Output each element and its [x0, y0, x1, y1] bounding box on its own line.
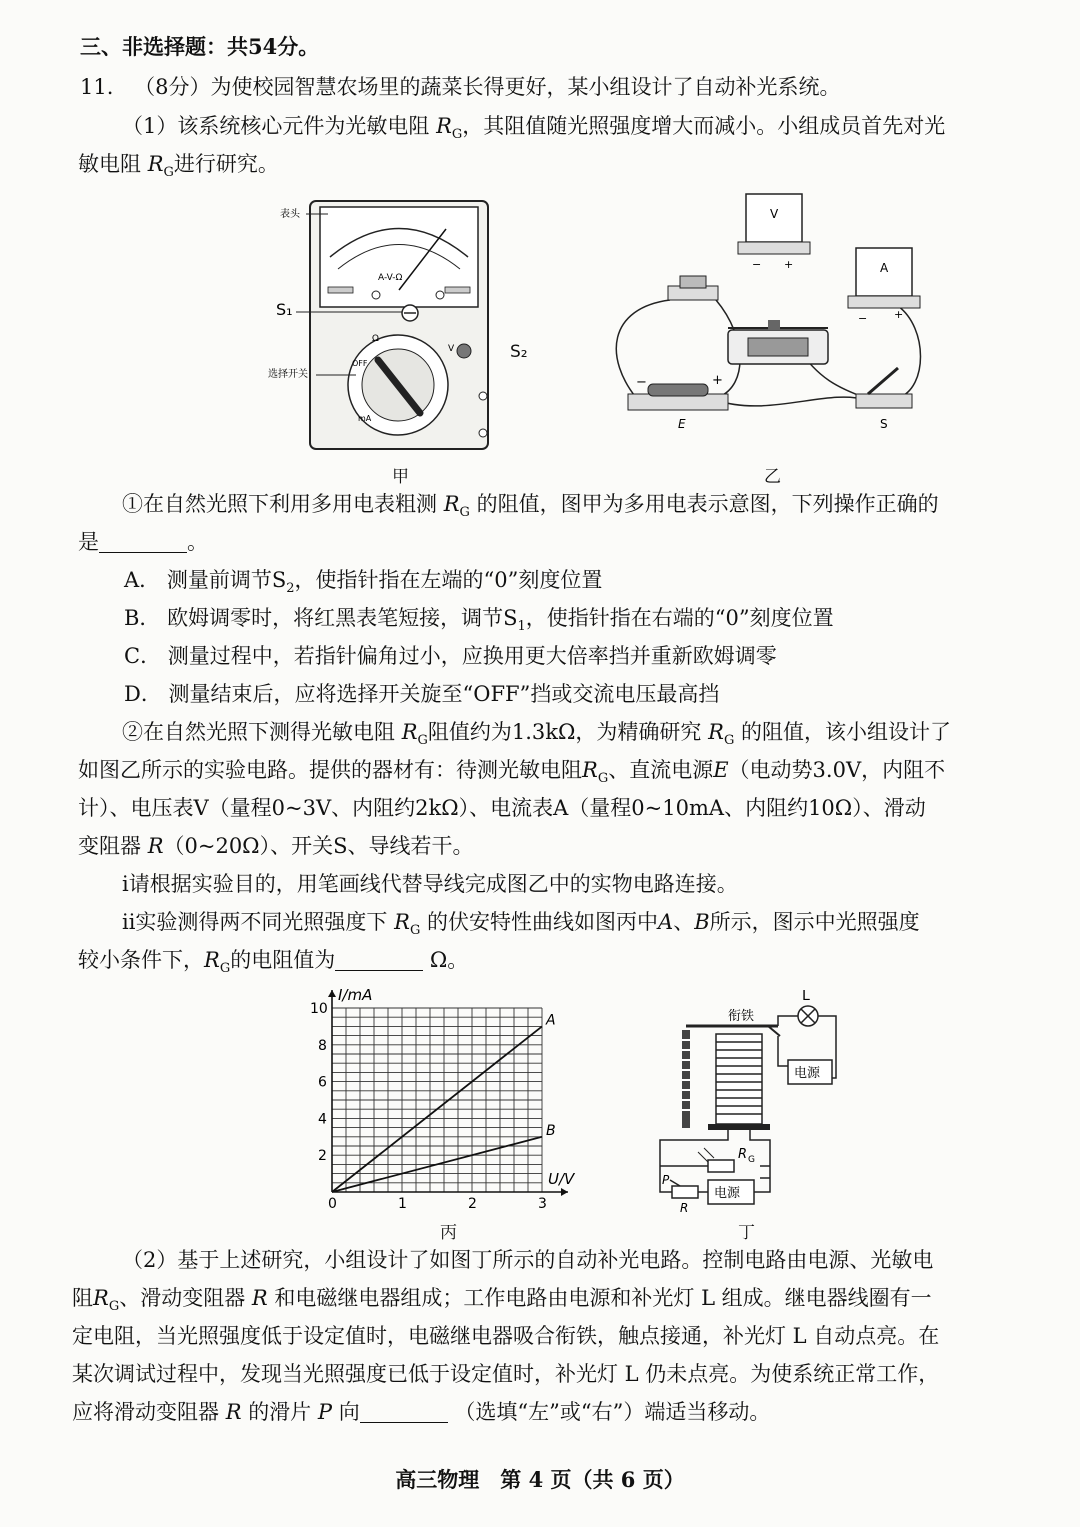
svg-text:Ω: Ω: [372, 334, 379, 344]
option-b: B． 欧姆调零时，将红黑表笔短接，调节$S_1$，使指针指在右端的“0”刻度位置: [124, 606, 834, 634]
switch-base: [856, 394, 912, 408]
x-tick-label: 2: [468, 1196, 477, 1212]
svg-text:G: G: [748, 1155, 755, 1165]
answer-blank-1[interactable]: [99, 532, 187, 553]
x-tick-label: 3: [538, 1196, 547, 1212]
series-label-A: A: [546, 1012, 556, 1029]
s2-knob[interactable]: [457, 344, 471, 358]
svg-text:V: V: [448, 344, 455, 354]
svg-text:R: R: [680, 1201, 689, 1215]
y-tick-label: 6: [318, 1074, 327, 1091]
photoresistor-rg: [708, 1160, 734, 1172]
y-tick-label: 4: [318, 1111, 327, 1128]
part2-line2: 阻$R_G$、滑动变阻器 R 和电磁继电器组成；工作电路由电源和补光灯 L 组成。继电器线圈有一: [72, 1286, 932, 1314]
part2-line1: （2）基于上述研究，小组设计了如图丁所示的自动补光电路。控制电路由电源、光敏电: [122, 1248, 934, 1272]
svg-text:−: −: [752, 258, 762, 271]
svg-text:V: V: [770, 207, 779, 221]
x-tick-label: 0: [328, 1196, 337, 1212]
question-number: 11.: [80, 75, 114, 99]
page-footer: 高三物理 第 4 页（共 6 页）: [395, 1467, 685, 1492]
part1-q2-i: ⅰ请根据实验目的，用笔画线代替导线完成图乙中的实物电路连接。: [122, 872, 738, 896]
option-c: C． 测量过程中，若指针偏角过小，应换用更大倍率挡并重新欧姆调零: [124, 644, 777, 668]
caption-ding: 丁: [738, 1223, 755, 1243]
svg-text:电源: 电源: [794, 1066, 821, 1081]
svg-text:S: S: [880, 417, 888, 431]
answer-blank-2[interactable]: [335, 950, 423, 971]
part1-q2-line4: 变阻器 R（0~20Ω）、开关S、导线若干。: [78, 834, 474, 858]
label-s2: S₂: [510, 342, 528, 362]
part1-q2-line2: 如图乙所示的实验电路。提供的器材有：待测光敏电阻$R_G$、直流电源E（电动势3.0V，内阻不: [78, 758, 946, 786]
svg-text:+: +: [894, 308, 904, 321]
question-score: （8分）: [134, 75, 211, 99]
y-tick-label: 2: [318, 1148, 327, 1165]
option-d: D． 测量结束后，应将选择开关旋至“OFF”挡或交流电压最高挡: [124, 682, 720, 706]
x-axis-label: U/V: [548, 1170, 575, 1188]
caption-bing: 丙: [440, 1223, 457, 1243]
y-tick-label: 10: [310, 1001, 328, 1017]
svg-text:电源: 电源: [714, 1186, 741, 1201]
rheostat-r: [672, 1186, 698, 1198]
scale-text: A-V-Ω: [378, 273, 403, 283]
part1-q1-line2: 是 。: [78, 530, 208, 554]
svg-text:P: P: [662, 1173, 670, 1187]
battery: [648, 384, 708, 396]
part1-line2: 敏电阻 $R_G$进行研究。: [78, 152, 279, 180]
y-axis-arrow: [328, 990, 336, 997]
svg-text:E: E: [678, 417, 686, 431]
y-axis-label: I/mA: [338, 986, 373, 1004]
svg-text:−: −: [858, 312, 868, 325]
question-intro: 为使校园智慧农场里的蔬菜长得更好，某小组设计了自动补光系统。: [210, 75, 841, 99]
part1-line1: （1）该系统核心元件为光敏电阻 $R_G$，其阻值随光照强度增大而减小。小组成员首先对光: [122, 114, 946, 142]
label-s1: S₁: [276, 300, 293, 319]
part1-q2-ii-line2: 较小条件下，$R_G$的电阻值为 Ω。: [78, 948, 469, 976]
svg-text:+: +: [712, 373, 723, 388]
x-tick-label: 1: [398, 1196, 407, 1212]
part2-line3: 定电阻，当光照强度低于设定值时，电磁继电器吸合衔铁，触点接通，补光灯 L 自动点亮。在: [72, 1324, 940, 1348]
svg-text:OFF: OFF: [352, 359, 368, 368]
circuit-figure-yi: [598, 188, 938, 438]
wire-3: [716, 397, 866, 406]
switch-lever: [868, 368, 898, 394]
label-selector: 选择开关: [268, 369, 308, 380]
question-11-intro: [80, 72, 840, 102]
iu-chart: [296, 982, 586, 1214]
x-axis-arrow: [561, 1188, 568, 1196]
relay-circuit-figure: [648, 990, 848, 1215]
part1-q2-line3: 计）、电压表V（量程0~3V、内阻约2kΩ）、电流表A（量程0~10mA、内阻约10Ω）、滑动: [78, 796, 926, 820]
label-lamp: L: [802, 990, 810, 1004]
part1-q2-ii-line1: ⅱ实验测得两不同光照强度下 $R_G$ 的伏安特性曲线如图丙中A、B所示，图示中光照强度: [122, 910, 920, 938]
svg-text:A: A: [880, 261, 889, 275]
caption-jia: 甲: [392, 467, 409, 487]
chart-axes: [328, 990, 568, 1196]
part1-q1-line1: ①在自然光照下利用多用电表粗测 $R_G$ 的阻值，图甲为多用电表示意图，下列操作正确的: [122, 492, 939, 520]
series-label-B: B: [546, 1122, 556, 1139]
part2-line5: 应将滑动变阻器 R 的滑片 P 向 （选填“左”或“右”）端适当移动。: [72, 1400, 771, 1424]
label-biaotou: 表头: [280, 209, 300, 220]
svg-text:R: R: [738, 1147, 748, 1162]
section-title: 三、非选择题：共54分。: [80, 34, 320, 59]
multimeter-figure: [268, 195, 508, 457]
svg-text:mA: mA: [358, 414, 372, 423]
answer-blank-3[interactable]: [360, 1402, 448, 1423]
electromagnet-coil: [716, 1034, 762, 1124]
y-tick-label: 8: [318, 1037, 327, 1054]
caption-yi: 乙: [764, 467, 781, 487]
option-a: A． 测量前调节$S_2$，使指针指在左端的“0”刻度位置: [124, 568, 603, 596]
part1-q2-line1: ②在自然光照下测得光敏电阻 $R_G$阻值约为1.3kΩ，为精确研究 $R_G$ 的阻值，该小组设计了: [122, 720, 952, 748]
part2-line4: 某次调试过程中，发现当光照强度已低于设定值时，补光灯 L 仍未点亮。为使系统正常工作，: [72, 1362, 940, 1386]
svg-text:−: −: [636, 375, 647, 390]
label-armature: 衔铁: [728, 1009, 755, 1024]
svg-text:+: +: [784, 258, 794, 271]
photoresistor: [680, 276, 706, 288]
